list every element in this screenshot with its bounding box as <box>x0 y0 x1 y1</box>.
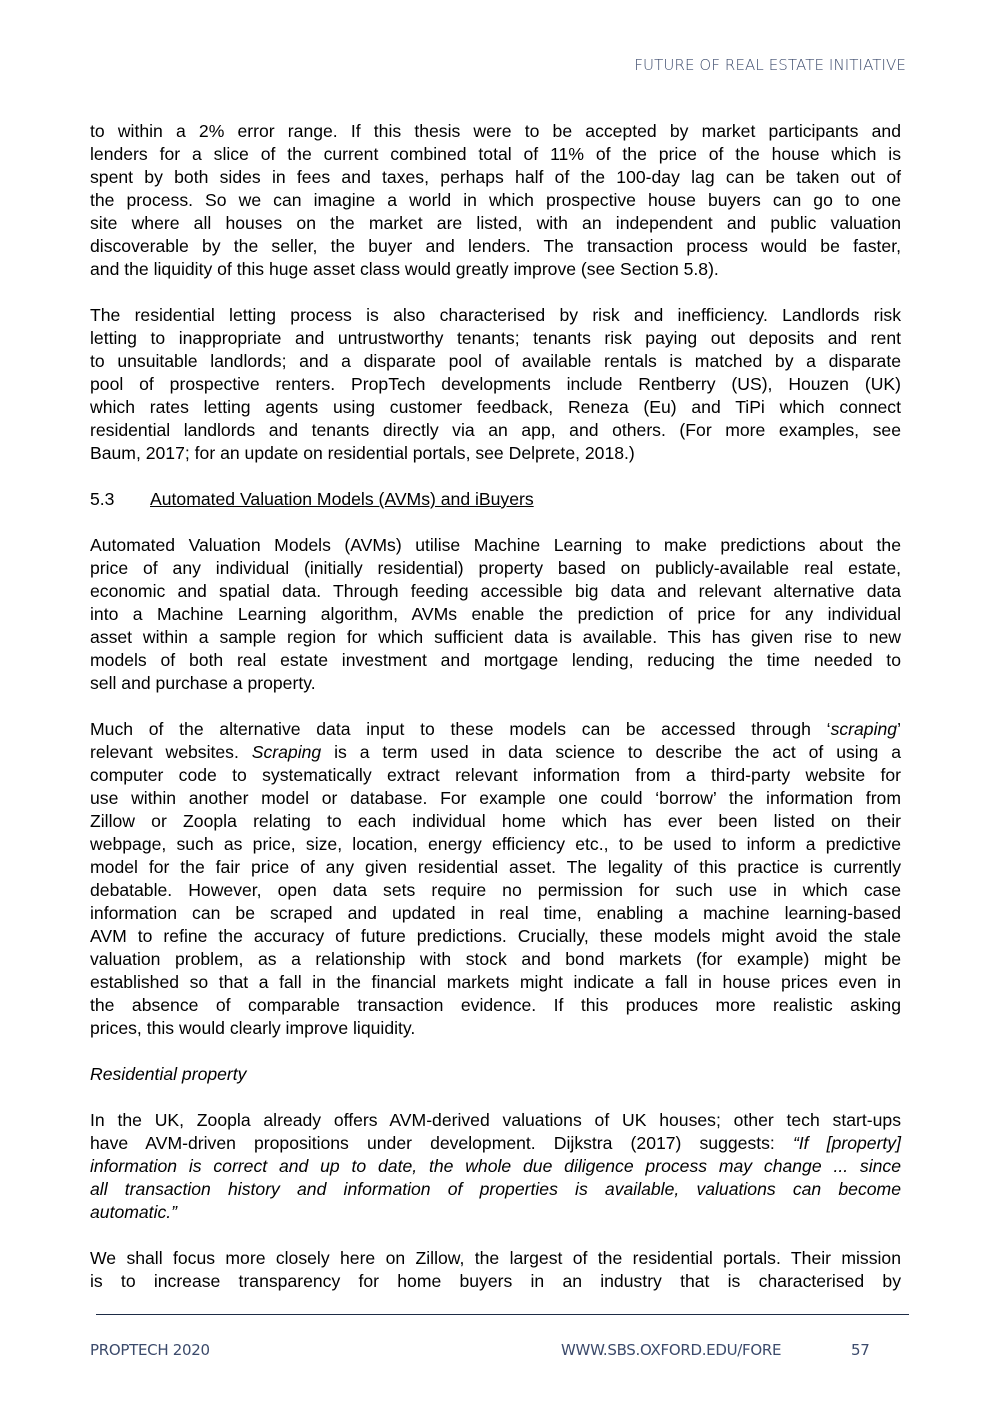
paragraph <box>90 120 901 281</box>
text-line: site where all houses on the market are listed, with an independent and public valuation <box>90 213 901 233</box>
text-line: valuation problem, as a relationship with stock and bond markets (for example) might be <box>90 949 901 969</box>
text-line: sell and purchase a property. <box>90 673 316 693</box>
italic-text: information is correct and up to date, the whole due diligence process may change ... since <box>90 1156 901 1176</box>
text-span: Much of the alternative data input to these models can be accessed through ‘ <box>90 719 831 739</box>
text-line: established so that a fall in the financial markets might indicate a fall in house prices even in <box>90 972 901 992</box>
text-line: computer code to systematically extract relevant information from a third-party website for <box>90 765 901 785</box>
text-line: residential landlords and tenants directly via an app, and others. (For more examples, see <box>90 420 901 440</box>
section-heading <box>90 488 901 511</box>
text-line <box>90 1132 901 1155</box>
text-line <box>90 1155 901 1178</box>
footer-url: WWW.SBS.OXFORD.EDU/FORE <box>561 1341 782 1359</box>
section-number: 5.3 <box>90 489 115 509</box>
paragraph <box>90 1247 901 1293</box>
text-line: model for the fair price of any given residential asset. The legality of this practice is currently <box>90 857 901 877</box>
section-title: Automated Valuation Models (AVMs) and iBuyers <box>150 489 534 509</box>
text-line: lenders for a slice of the current combined total of 11% of the price of the house which is <box>90 144 901 164</box>
text-span: have AVM-driven propositions under development. Dijkstra (2017) suggests: <box>90 1133 793 1153</box>
footer-divider <box>96 1314 909 1315</box>
text-line: models of both real estate investment and mortgage lending, reducing the time needed to <box>90 650 901 670</box>
text-line <box>90 741 901 764</box>
text-line: use within another model or database. For example one could ‘borrow’ the information from <box>90 788 901 808</box>
text-line: is to increase transparency for home buyers in an industry that is characterised by <box>90 1271 901 1291</box>
italic-text: scraping <box>830 719 898 739</box>
text-line: price of any individual (initially residential) property based on publicly-available real estate, <box>90 558 901 578</box>
italic-text: Scraping <box>251 742 322 762</box>
subheading: Residential property <box>90 1064 247 1084</box>
text-span: ’ <box>897 719 901 739</box>
text-line: Baum, 2017; for an update on residential portals, see Delprete, 2018.) <box>90 443 635 463</box>
text-line: prices, this would clearly improve liquidity. <box>90 1018 416 1038</box>
text-line: information can be scraped and updated in real time, enabling a machine learning-based <box>90 903 901 923</box>
page-number: 57 <box>851 1341 870 1359</box>
text-line: the absence of comparable transaction evidence. If this produces more realistic asking <box>90 995 901 1015</box>
text-line: discoverable by the seller, the buyer and lenders. The transaction process would be faster, <box>90 236 901 256</box>
text-span: relevant websites. <box>90 742 252 762</box>
italic-text: all transaction history and information of properties is available, valuations can become <box>90 1179 901 1199</box>
paragraph <box>90 304 901 465</box>
paragraph <box>90 534 901 695</box>
text-line: which rates letting agents using customer feedback, Reneza (Eu) and TiPi which connect <box>90 397 901 417</box>
text-line: pool of prospective renters. PropTech developments include Rentberry (US), Houzen (UK) <box>90 374 901 394</box>
text-line: We shall focus more closely here on Zillow, the largest of the residential portals. Their mission <box>90 1248 901 1268</box>
paragraph <box>90 1109 901 1224</box>
text-line <box>90 1178 901 1201</box>
text-line: economic and spatial data. Through feeding accessible big data and relevant alternative data <box>90 581 901 601</box>
text-line: AVM to refine the accuracy of future predictions. Crucially, these models might avoid the stale <box>90 926 901 946</box>
text-line: to within a 2% error range. If this thesis were to be accepted by market participants and <box>90 121 901 141</box>
text-line <box>90 718 901 741</box>
text-line <box>90 1201 901 1224</box>
italic-text: automatic.” <box>90 1202 178 1222</box>
text-line: into a Machine Learning algorithm, AVMs enable the prediction of price for any individual <box>90 604 901 624</box>
text-line: spent by both sides in fees and taxes, perhaps half of the 100-day lag can be taken out of <box>90 167 901 187</box>
text-line: Automated Valuation Models (AVMs) utilise Machine Learning to make predictions about the <box>90 535 901 555</box>
text-line: debatable. However, open data sets require no permission for such use in which case <box>90 880 901 900</box>
text-line: the process. So we can imagine a world in which prospective house buyers can go to one <box>90 190 901 210</box>
text-line: webpage, such as price, size, location, energy efficiency etc., to be used to inform a predictive <box>90 834 901 854</box>
text-span: is a term used in data science to describe the act of using a <box>321 742 901 762</box>
running-header: FUTURE OF REAL ESTATE INITIATIVE <box>634 56 906 74</box>
italic-text: “If [property] <box>792 1133 901 1153</box>
footer-publication: PROPTECH 2020 <box>90 1341 210 1359</box>
paragraph <box>90 718 901 1040</box>
text-line: The residential letting process is also characterised by risk and inefficiency. Landlords risk <box>90 305 901 325</box>
text-line: asset within a sample region for which sufficient data is available. This has given rise to new <box>90 627 901 647</box>
document-body <box>90 120 901 1316</box>
text-line: and the liquidity of this huge asset class would greatly improve (see Section 5.8). <box>90 259 719 279</box>
text-line: to unsuitable landlords; and a disparate pool of available rentals is matched by a disparate <box>90 351 901 371</box>
text-line: Zillow or Zoopla relating to each individual home which has ever been listed on their <box>90 811 901 831</box>
text-line: letting to inappropriate and untrustworthy tenants; tenants risk paying out deposits and rent <box>90 328 901 348</box>
text-line: In the UK, Zoopla already offers AVM-derived valuations of UK houses; other tech start-ups <box>90 1110 901 1130</box>
